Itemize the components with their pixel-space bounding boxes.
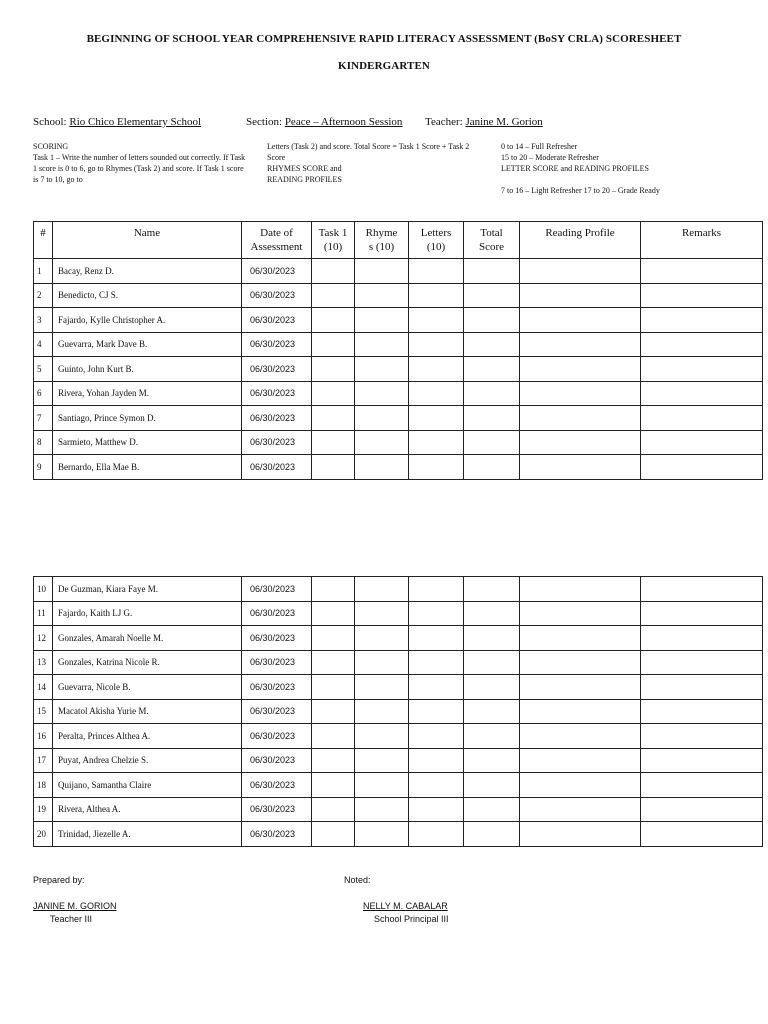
reading-profile-cell: [520, 381, 641, 406]
reading-profile-cell: [520, 601, 641, 626]
letters-score-cell: [409, 406, 464, 431]
assessment-date: 06/30/2023: [242, 650, 312, 675]
rhymes-score-cell: [355, 381, 409, 406]
task1-score-cell: [312, 724, 355, 749]
table-row: [34, 822, 763, 847]
section-name: Peace – Afternoon Session: [284, 116, 403, 128]
task1-score-cell: [312, 797, 355, 822]
reading-profile-cell: [520, 626, 641, 651]
assessment-date: 06/30/2023: [242, 724, 312, 749]
letters-score-cell: [409, 748, 464, 773]
header-rhymes: Rhyme s (10): [355, 222, 409, 259]
table-header-row: [34, 222, 763, 259]
row-number: 15: [34, 699, 53, 724]
student-name: Puyat, Andrea Chelzie S.: [53, 748, 242, 773]
reading-profile-cell: [520, 283, 641, 308]
letters-score-cell: [409, 822, 464, 847]
remarks-cell: [641, 650, 763, 675]
assessment-date: 06/30/2023: [242, 283, 312, 308]
total-score-cell: [464, 650, 520, 675]
row-number: 11: [34, 601, 53, 626]
letters-score-cell: [409, 381, 464, 406]
task1-score-cell: [312, 332, 355, 357]
assessment-date: 06/30/2023: [242, 259, 312, 284]
total-score-cell: [464, 455, 520, 480]
task1-score-cell: [312, 308, 355, 333]
header-remarks: Remarks: [641, 222, 763, 259]
rhymes-score-cell: [355, 283, 409, 308]
remarks-cell: [641, 822, 763, 847]
grade-level: KINDERGARTEN: [338, 60, 430, 72]
table-row: [34, 455, 763, 480]
total-score-cell: [464, 308, 520, 333]
assessment-date: 06/30/2023: [242, 332, 312, 357]
scoring-profiles: 0 to 14 – Full Refresher 15 to 20 – Moderate Refresher LETTER SCORE and READING PROFILES 7 to 16 – Light Refresher 17 to 20 – Grade Ready: [501, 142, 660, 195]
task1-score-cell: [312, 650, 355, 675]
task1-score-cell: [312, 675, 355, 700]
assessment-date: 06/30/2023: [242, 773, 312, 798]
task1-score-cell: [312, 748, 355, 773]
reading-profile-cell: [520, 308, 641, 333]
remarks-cell: [641, 259, 763, 284]
remarks-cell: [641, 381, 763, 406]
total-score-cell: [464, 724, 520, 749]
row-number: 14: [34, 675, 53, 700]
assessment-date: 06/30/2023: [242, 406, 312, 431]
task1-score-cell: [312, 773, 355, 798]
row-number: 7: [34, 406, 53, 431]
total-score-cell: [464, 406, 520, 431]
row-number: 5: [34, 357, 53, 382]
header-letters: Letters (10): [409, 222, 464, 259]
reading-profile-cell: [520, 650, 641, 675]
reading-profile-cell: [520, 724, 641, 749]
total-score-cell: [464, 381, 520, 406]
reading-profile-cell: [520, 577, 641, 602]
remarks-cell: [641, 332, 763, 357]
task1-score-cell: [312, 822, 355, 847]
remarks-cell: [641, 748, 763, 773]
reading-profile-cell: [520, 430, 641, 455]
reading-profile-cell: [520, 455, 641, 480]
remarks-cell: [641, 308, 763, 333]
student-name: Bernardo, Ella Mae B.: [53, 455, 242, 480]
student-name: Santiago, Prince Symon D.: [53, 406, 242, 431]
total-score-cell: [464, 626, 520, 651]
remarks-cell: [641, 797, 763, 822]
assessment-date: 06/30/2023: [242, 699, 312, 724]
table-row: [34, 357, 763, 382]
school-info: [33, 116, 201, 128]
student-name: Bacay, Renz D.: [53, 259, 242, 284]
student-name: Guevarra, Nicole B.: [53, 675, 242, 700]
row-number: 4: [34, 332, 53, 357]
reading-profile-cell: [520, 773, 641, 798]
row-number: 13: [34, 650, 53, 675]
table-row: [34, 699, 763, 724]
header-total-score: Total Score: [464, 222, 520, 259]
student-name: Guevarra, Mark Dave B.: [53, 332, 242, 357]
assessment-date: 06/30/2023: [242, 430, 312, 455]
letters-score-cell: [409, 650, 464, 675]
letters-score-cell: [409, 699, 464, 724]
letters-score-cell: [409, 259, 464, 284]
scoresheet-table-page2: [33, 576, 763, 847]
student-name: Peralta, Princes Althea A.: [53, 724, 242, 749]
row-number: 10: [34, 577, 53, 602]
header-number: #: [34, 222, 53, 259]
student-name: De Guzman, Kiara Faye M.: [53, 577, 242, 602]
student-name: Gonzales, Amarah Noelle M.: [53, 626, 242, 651]
header-date: Date of Assessment: [242, 222, 312, 259]
rhymes-score-cell: [355, 773, 409, 798]
task1-score-cell: [312, 406, 355, 431]
letters-score-cell: [409, 601, 464, 626]
teacher-label: Teacher:: [425, 116, 463, 128]
letters-score-cell: [409, 773, 464, 798]
row-number: 12: [34, 626, 53, 651]
letters-score-cell: [409, 797, 464, 822]
total-score-cell: [464, 699, 520, 724]
assessment-date: 06/30/2023: [242, 308, 312, 333]
table-row: [34, 601, 763, 626]
rhymes-score-cell: [355, 577, 409, 602]
reading-profile-cell: [520, 406, 641, 431]
table-row: [34, 724, 763, 749]
letters-score-cell: [409, 308, 464, 333]
total-score-cell: [464, 601, 520, 626]
total-score-cell: [464, 332, 520, 357]
reading-profile-cell: [520, 357, 641, 382]
preparer-title: Teacher III: [50, 914, 93, 924]
task1-score-cell: [312, 455, 355, 480]
row-number: 1: [34, 259, 53, 284]
letters-score-cell: [409, 577, 464, 602]
scoring-total-rules: Letters (Task 2) and score. Total Score = Task 1 Score + Task 2 Score RHYMES SCORE and READING PROFILES: [267, 142, 470, 184]
reading-profile-cell: [520, 797, 641, 822]
rhymes-score-cell: [355, 308, 409, 333]
letters-score-cell: [409, 626, 464, 651]
letters-score-cell: [409, 675, 464, 700]
row-number: 8: [34, 430, 53, 455]
header-task1: Task 1 (10): [312, 222, 355, 259]
rhymes-score-cell: [355, 822, 409, 847]
task1-score-cell: [312, 259, 355, 284]
school-name: Rio Chico Elementary School: [69, 116, 202, 128]
preparer-name: JANINE M. GORION: [33, 901, 117, 911]
total-score-cell: [464, 797, 520, 822]
remarks-cell: [641, 724, 763, 749]
student-name: Fajardo, Kaith LJ G.: [53, 601, 242, 626]
assessment-date: 06/30/2023: [242, 675, 312, 700]
letters-score-cell: [409, 430, 464, 455]
remarks-cell: [641, 577, 763, 602]
task1-score-cell: [312, 381, 355, 406]
table-row: [34, 748, 763, 773]
total-score-cell: [464, 430, 520, 455]
student-name: Rivera, Yohan Jayden M.: [53, 381, 242, 406]
rhymes-score-cell: [355, 357, 409, 382]
scoring-instructions: SCORING Task 1 – Write the number of letters sounded out correctly. If Task 1 score is 0 to 6, go to Rhymes (Task 2) and score. If Task 1 score is 7 to 10, go to: [33, 142, 246, 184]
task1-score-cell: [312, 283, 355, 308]
table-row: [34, 430, 763, 455]
task1-score-cell: [312, 357, 355, 382]
reading-profile-cell: [520, 748, 641, 773]
table-row: [34, 332, 763, 357]
row-number: 20: [34, 822, 53, 847]
remarks-cell: [641, 455, 763, 480]
rhymes-score-cell: [355, 601, 409, 626]
header-reading-profile: Reading Profile: [520, 222, 641, 259]
letters-score-cell: [409, 455, 464, 480]
remarks-cell: [641, 675, 763, 700]
rhymes-score-cell: [355, 650, 409, 675]
total-score-cell: [464, 822, 520, 847]
rhymes-score-cell: [355, 406, 409, 431]
rhymes-score-cell: [355, 430, 409, 455]
rhymes-score-cell: [355, 455, 409, 480]
table-row: [34, 283, 763, 308]
row-number: 17: [34, 748, 53, 773]
remarks-cell: [641, 357, 763, 382]
row-number: 3: [34, 308, 53, 333]
total-score-cell: [464, 577, 520, 602]
assessment-date: 06/30/2023: [242, 748, 312, 773]
section-label: Section:: [246, 116, 283, 128]
row-number: 16: [34, 724, 53, 749]
table-row: [34, 650, 763, 675]
student-name: Benedicto, CJ S.: [53, 283, 242, 308]
row-number: 6: [34, 381, 53, 406]
table-row: [34, 406, 763, 431]
student-name: Gonzales, Katrina Nicole R.: [53, 650, 242, 675]
student-name: Rivera, Althea A.: [53, 797, 242, 822]
row-number: 2: [34, 283, 53, 308]
remarks-cell: [641, 601, 763, 626]
assessment-date: 06/30/2023: [242, 455, 312, 480]
remarks-cell: [641, 406, 763, 431]
section-info: [246, 116, 402, 128]
school-label: School:: [33, 116, 67, 128]
rhymes-score-cell: [355, 332, 409, 357]
reading-profile-cell: [520, 822, 641, 847]
table-row: [34, 626, 763, 651]
rhymes-score-cell: [355, 626, 409, 651]
remarks-cell: [641, 283, 763, 308]
row-number: 18: [34, 773, 53, 798]
reading-profile-cell: [520, 332, 641, 357]
student-name: Fajardo, Kylle Christopher A.: [53, 308, 242, 333]
student-name: Sarmieto, Matthew D.: [53, 430, 242, 455]
letters-score-cell: [409, 724, 464, 749]
table-row: [34, 675, 763, 700]
assessment-date: 06/30/2023: [242, 357, 312, 382]
rhymes-score-cell: [355, 259, 409, 284]
teacher-name: Janine M. Gorion: [465, 116, 543, 128]
row-number: 9: [34, 455, 53, 480]
table-row: [34, 577, 763, 602]
table-row: [34, 381, 763, 406]
student-name: Macatol Akisha Yurie M.: [53, 699, 242, 724]
total-score-cell: [464, 259, 520, 284]
task1-score-cell: [312, 430, 355, 455]
teacher-info: [425, 116, 543, 128]
assessment-date: 06/30/2023: [242, 822, 312, 847]
reading-profile-cell: [520, 259, 641, 284]
table-row: [34, 797, 763, 822]
rhymes-score-cell: [355, 748, 409, 773]
task1-score-cell: [312, 699, 355, 724]
student-name: Quijano, Samantha Claire: [53, 773, 242, 798]
remarks-cell: [641, 626, 763, 651]
rhymes-score-cell: [355, 699, 409, 724]
noter-title: School Principal III: [374, 914, 449, 924]
header-name: Name: [53, 222, 242, 259]
document-title: BEGINNING OF SCHOOL YEAR COMPREHENSIVE RAPID LITERACY ASSESSMENT (BoSY CRLA) SCORESHEET: [86, 33, 682, 45]
total-score-cell: [464, 675, 520, 700]
table-row: [34, 773, 763, 798]
remarks-cell: [641, 699, 763, 724]
remarks-cell: [641, 430, 763, 455]
assessment-date: 06/30/2023: [242, 381, 312, 406]
reading-profile-cell: [520, 675, 641, 700]
assessment-date: 06/30/2023: [242, 601, 312, 626]
reading-profile-cell: [520, 699, 641, 724]
total-score-cell: [464, 773, 520, 798]
assessment-date: 06/30/2023: [242, 797, 312, 822]
rhymes-score-cell: [355, 724, 409, 749]
student-name: Trinidad, Jiezelle A.: [53, 822, 242, 847]
noted-label: Noted:: [344, 875, 371, 885]
letters-score-cell: [409, 357, 464, 382]
total-score-cell: [464, 283, 520, 308]
task1-score-cell: [312, 601, 355, 626]
prepared-by-label: Prepared by:: [33, 875, 85, 885]
total-score-cell: [464, 357, 520, 382]
scoresheet-table-page1: [33, 221, 763, 480]
student-name: Guinto, John Kurt B.: [53, 357, 242, 382]
letters-score-cell: [409, 332, 464, 357]
letters-score-cell: [409, 283, 464, 308]
total-score-cell: [464, 748, 520, 773]
task1-score-cell: [312, 577, 355, 602]
assessment-date: 06/30/2023: [242, 626, 312, 651]
task1-score-cell: [312, 626, 355, 651]
remarks-cell: [641, 773, 763, 798]
row-number: 19: [34, 797, 53, 822]
rhymes-score-cell: [355, 797, 409, 822]
rhymes-score-cell: [355, 675, 409, 700]
noter-name: NELLY M. CABALAR: [363, 901, 448, 911]
table-row: [34, 259, 763, 284]
assessment-date: 06/30/2023: [242, 577, 312, 602]
table-row: [34, 308, 763, 333]
